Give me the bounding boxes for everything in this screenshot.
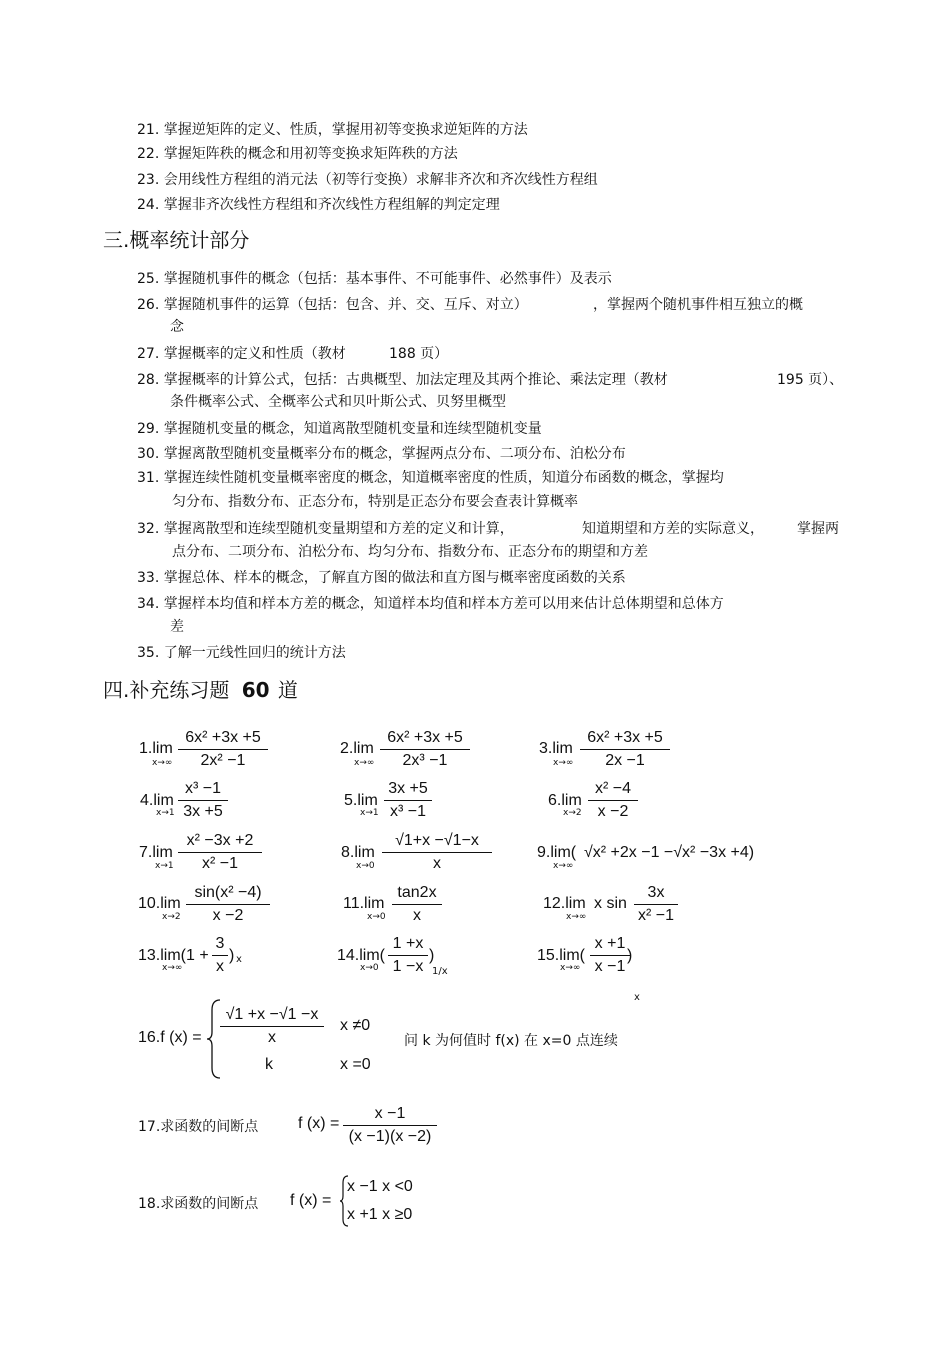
exercise-1-label: 1.lim <box>139 740 173 757</box>
fraction-bar <box>590 955 630 956</box>
exercise-12-factor: x sin <box>594 895 627 912</box>
denominator: 2x² −1 <box>200 752 246 769</box>
exercise-8-fraction <box>382 831 492 874</box>
fraction-bar <box>220 1026 324 1027</box>
item-35 <box>137 644 346 662</box>
item-number: 35. <box>137 645 160 661</box>
denominator: x <box>216 958 224 975</box>
item-number: 33. <box>137 570 160 586</box>
exercise-5-label: 5.lim <box>344 792 378 809</box>
item-32-text-c: 掌握两 <box>797 521 839 537</box>
numerator: √1 +x −√1 −x <box>225 1006 319 1023</box>
item-34-continuation: 差 <box>170 619 184 635</box>
denominator: x −2 <box>597 803 629 820</box>
exercise-16-question: 问 k 为何值时 f(x) 在 x=0 点连续 <box>404 1033 618 1049</box>
item-31-continuation: 匀分布、指数分布、正态分布，特别是正态分布要会查表计算概率 <box>172 494 578 510</box>
item-text: 会用线性方程组的消元法（初等行变换）求解非齐次和齐次线性方程组 <box>163 172 598 188</box>
item-27 <box>137 345 346 363</box>
exercise-7-fraction <box>178 831 262 874</box>
item-number: 24. <box>137 197 160 213</box>
fraction-bar <box>388 955 428 956</box>
exercise-7-limit-sub: x→1 <box>155 861 174 871</box>
denominator: x <box>413 907 421 924</box>
denominator: x² −1 <box>201 855 238 872</box>
fraction-bar <box>343 1125 437 1126</box>
section-4-count: 60 <box>241 678 270 702</box>
item-text: 掌握连续性随机变量概率密度的概念，知道概率密度的性质，知道分布函数的概念，掌握均 <box>163 470 724 486</box>
exercise-17-function: f (x) = <box>298 1115 340 1132</box>
fraction-bar <box>380 749 470 750</box>
denominator: (x −1)(x −2) <box>348 1128 432 1145</box>
item-number: 30. <box>137 446 160 462</box>
exercise-4-limit-sub: x→1 <box>156 808 175 818</box>
exercise-13-label: 13.lim(1 + <box>138 947 209 964</box>
exercise-14-exponent: 1/x <box>432 966 448 977</box>
section-4-heading <box>103 677 298 703</box>
numerator: 3x <box>647 884 665 901</box>
fraction-bar <box>178 749 268 750</box>
item-25 <box>137 270 612 288</box>
fraction-bar <box>178 800 228 801</box>
item-number: 25. <box>137 271 160 287</box>
item-34 <box>137 595 724 613</box>
exercise-12-label: 12.lim <box>543 895 586 912</box>
numerator: 6x² +3x +5 <box>185 729 261 746</box>
item-27-text-b: 188 页） <box>389 346 449 362</box>
fraction-bar <box>382 852 492 853</box>
section-3-heading: 三.概率统计部分 <box>103 228 250 252</box>
denominator: x³ −1 <box>389 803 426 820</box>
exercise-16-value-2: k <box>265 1056 273 1073</box>
exercise-1-limit-sub: x→∞ <box>152 758 173 768</box>
exercise-2-limit-sub: x→∞ <box>354 758 375 768</box>
exercise-18-function: f (x) = <box>290 1192 332 1209</box>
exercise-15-fraction <box>590 934 633 977</box>
exercise-17-fraction <box>343 1104 437 1147</box>
numerator: 3x +5 <box>388 780 428 797</box>
fraction-bar <box>588 800 638 801</box>
exercise-14-fraction <box>388 934 428 977</box>
exercise-13-close-paren: ) <box>229 947 235 964</box>
numerator: x² −3x +2 <box>186 832 254 849</box>
exercise-6-limit-sub: x→2 <box>563 808 582 818</box>
exercise-1-fraction <box>178 728 268 771</box>
fraction-bar <box>178 852 262 853</box>
item-text: 掌握离散型和连续型随机变量期望和方差的定义和计算， <box>163 521 514 537</box>
fraction-bar <box>186 904 270 905</box>
exercise-7-label: 7.lim <box>139 844 173 861</box>
item-32-text-b: 知道期望和方差的实际意义， <box>582 521 764 537</box>
numerator: 1 +x <box>392 935 424 952</box>
item-32-continuation: 点分布、二项分布、泊松分布、均匀分布、指数分布、正态分布的期望和方差 <box>172 544 648 560</box>
item-26 <box>137 296 528 314</box>
numerator: x −1 <box>374 1105 406 1122</box>
exercise-15-close-paren: ) <box>627 947 633 964</box>
item-26-continuation: 念 <box>170 319 184 335</box>
exercise-5-limit-sub: x→1 <box>360 808 379 818</box>
denominator: x <box>268 1029 276 1046</box>
item-24 <box>137 196 500 214</box>
denominator: x −1 <box>594 958 626 975</box>
numerator: 6x² +3x +5 <box>587 729 663 746</box>
denominator: 2x −1 <box>605 752 645 769</box>
exercise-16-condition-2: x =0 <box>340 1056 371 1073</box>
denominator: 3x +5 <box>183 803 223 820</box>
numerator: sin(x² −4) <box>194 884 262 901</box>
item-28-continuation: 条件概率公式、全概率公式和贝叶斯公式、贝努里概型 <box>170 394 506 410</box>
exercise-18-label: 18.求函数的间断点 <box>138 1196 259 1212</box>
exercise-11-limit-sub: x→0 <box>367 912 386 922</box>
exercise-8-label: 8.lim <box>341 844 375 861</box>
exercise-14-limit-sub: x→0 <box>360 963 379 973</box>
exercise-4-label: 4.lim <box>140 792 174 809</box>
exercise-16-condition-1: x ≠0 <box>340 1017 371 1034</box>
exercise-15-limit-sub: x→∞ <box>560 963 581 973</box>
fraction-bar <box>212 955 228 956</box>
exercise-12-limit-sub: x→∞ <box>566 912 587 922</box>
item-22 <box>137 145 458 163</box>
denominator: 2x³ −1 <box>402 752 448 769</box>
item-number: 31. <box>137 470 160 486</box>
item-text: 掌握随机事件的运算（包括：包含、并、交、互斥、对立） <box>163 297 528 313</box>
exercise-10-fraction <box>186 883 270 926</box>
denominator: x <box>433 855 441 872</box>
item-29 <box>137 420 542 438</box>
item-text: 掌握矩阵秩的概念和用初等变换求矩阵秩的方法 <box>163 146 458 162</box>
item-21 <box>137 121 528 139</box>
item-23 <box>137 171 598 189</box>
exercise-2-label: 2.lim <box>340 740 374 757</box>
item-33 <box>137 569 626 587</box>
exercise-3-label: 3.lim <box>539 740 573 757</box>
section-4-title: 四.补充练习题 <box>103 678 230 702</box>
item-text: 掌握非齐次线性方程组和齐次线性方程组解的判定定理 <box>163 197 500 213</box>
fraction-bar <box>580 749 670 750</box>
exercise-14-label: 14.lim( <box>337 947 386 964</box>
fraction-bar <box>384 800 432 801</box>
item-31 <box>137 469 724 487</box>
exercise-13-limit-sub: x→∞ <box>162 963 183 973</box>
item-text: 掌握随机事件的概念（包括：基本事件、不可能事件、必然事件）及表示 <box>163 271 612 287</box>
denominator: x −2 <box>212 907 244 924</box>
item-number: 34. <box>137 596 160 612</box>
item-number: 22. <box>137 146 160 162</box>
numerator: tan2x <box>397 884 437 901</box>
item-text: 掌握逆矩阵的定义、性质，掌握用初等变换求逆矩阵的方法 <box>163 122 528 138</box>
exercise-3-limit-sub: x→∞ <box>553 758 574 768</box>
numerator: 6x² +3x +5 <box>387 729 463 746</box>
exercise-15-label: 15.lim( <box>537 947 586 964</box>
exercise-14-close-paren: ) <box>429 947 435 964</box>
numerator: x³ −1 <box>184 780 221 797</box>
numerator: x² −4 <box>594 780 631 797</box>
exercise-13-exponent: x <box>236 954 242 965</box>
item-text: 掌握样本均值和样本方差的概念，知道样本均值和样本方差可以用来估计总体期望和总体方 <box>163 596 724 612</box>
exercise-15-exponent: x <box>634 992 640 1003</box>
numerator: √1+x −√1−x <box>395 832 479 849</box>
item-26-text-b: ，掌握两个随机事件相互独立的概 <box>593 297 803 313</box>
item-number: 29. <box>137 421 160 437</box>
item-text: 掌握离散型随机变量概率分布的概念，掌握两点分布、二项分布、泊松分布 <box>163 446 626 462</box>
exercise-6-label: 6.lim <box>548 792 582 809</box>
exercise-11-fraction <box>392 883 442 926</box>
item-text: 掌握概率的计算公式，包括：古典概型、加法定理及其两个推论、乘法定理（教材 <box>163 372 668 388</box>
exercise-10-limit-sub: x→2 <box>162 912 181 922</box>
item-30 <box>137 445 626 463</box>
item-number: 28. <box>137 372 160 388</box>
exercise-16-label: 16.f (x) = <box>138 1029 202 1046</box>
exercise-11-label: 11.lim <box>343 895 385 912</box>
item-28 <box>137 371 668 389</box>
exercise-12-fraction <box>634 883 678 926</box>
exercise-8-limit-sub: x→0 <box>356 861 375 871</box>
exercise-10-label: 10.lim <box>138 895 181 912</box>
exercise-2-fraction <box>380 728 470 771</box>
numerator: 3 <box>215 935 225 952</box>
exercise-9-limit-sub: x→∞ <box>553 861 574 871</box>
item-text: 掌握总体、样本的概念，了解直方图的做法和直方图与概率密度函数的关系 <box>163 570 626 586</box>
exercise-13-fraction <box>212 934 228 977</box>
item-number: 26. <box>137 297 160 313</box>
exercise-6-fraction <box>588 779 638 822</box>
exercise-9-label: 9.lim( <box>537 844 577 861</box>
section-4-suffix: 道 <box>277 678 298 702</box>
item-number: 27. <box>137 346 160 362</box>
exercise-16-fraction <box>220 1005 324 1048</box>
fraction-bar <box>634 904 678 905</box>
item-text: 了解一元线性回归的统计方法 <box>163 645 346 661</box>
item-number: 23. <box>137 172 160 188</box>
item-32 <box>137 520 514 538</box>
exercise-9-body: √x² +2x −1 −√x² −3x +4) <box>584 844 755 861</box>
exercise-3-fraction <box>580 728 670 771</box>
fraction-bar <box>392 904 442 905</box>
exercise-18-case-1: x −1 x <0 <box>347 1178 413 1195</box>
numerator: x +1 <box>594 935 626 952</box>
item-number: 32. <box>137 521 160 537</box>
exercise-4-fraction <box>178 779 228 822</box>
denominator: x² −1 <box>637 907 674 924</box>
item-number: 21. <box>137 122 160 138</box>
item-28-text-b: 195 页）、 <box>777 372 844 388</box>
denominator: 1 −x <box>392 958 424 975</box>
item-text: 掌握随机变量的概念，知道离散型随机变量和连续型随机变量 <box>163 421 542 437</box>
exercise-18-case-2: x +1 x ≥0 <box>347 1206 413 1223</box>
item-text: 掌握概率的定义和性质（教材 <box>163 346 346 362</box>
exercise-17-label: 17.求函数的间断点 <box>138 1119 259 1135</box>
exercise-5-fraction <box>384 779 432 822</box>
